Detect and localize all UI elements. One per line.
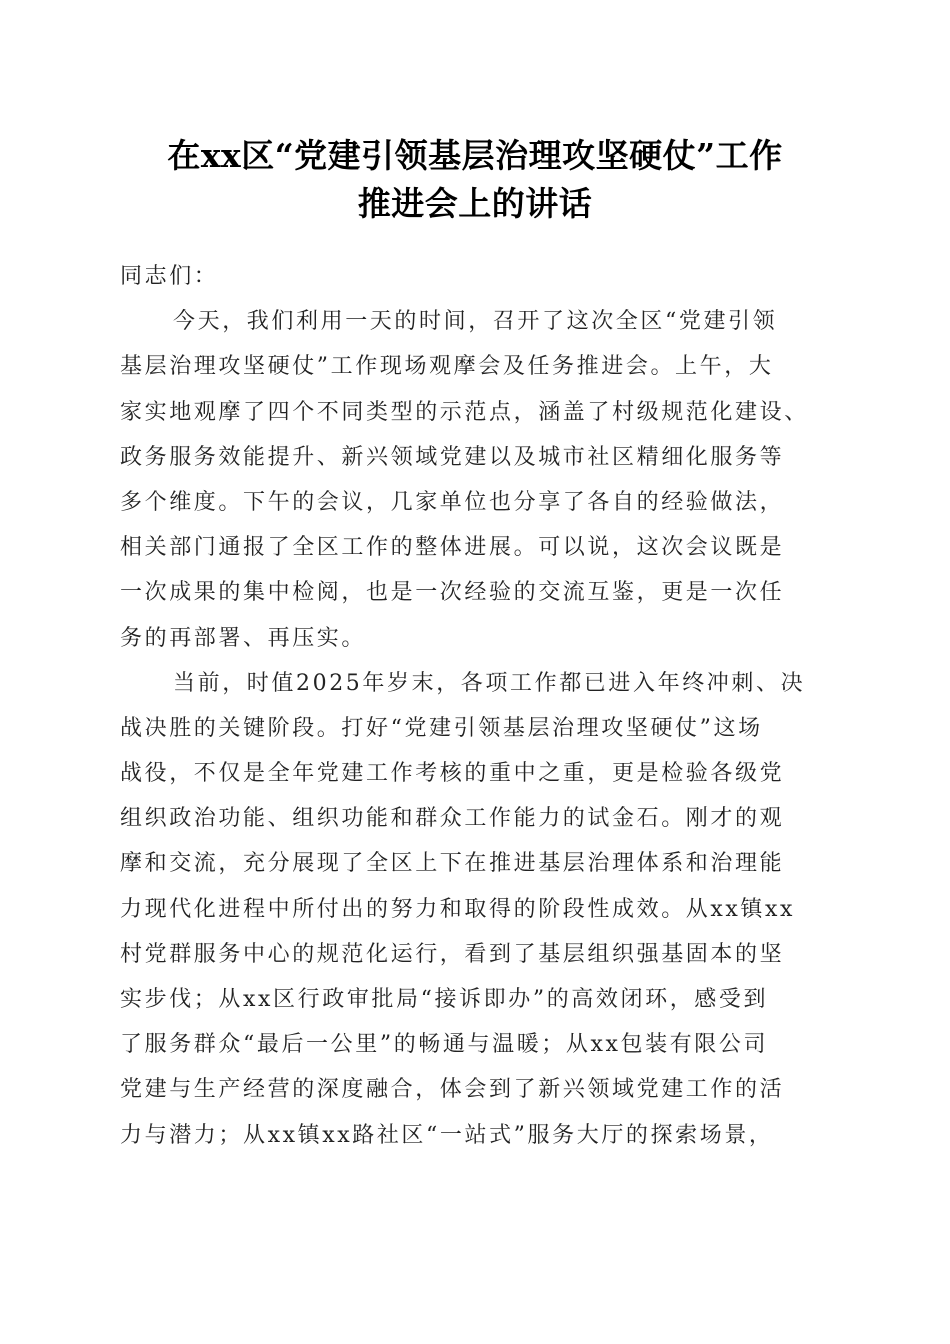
title-line-1: 在xx区“党建引领基层治理攻坚硬仗”工作 <box>167 136 783 175</box>
paragraph-line: 摩和交流，充分展现了全区上下在推进基层治理体系和治理能 <box>120 851 785 877</box>
paragraph-line: 村党群服务中心的规范化运行，看到了基层组织强基固本的坚 <box>120 941 785 967</box>
paragraph-line: 了服务群众“最后一公里”的畅通与温暖；从xx包装有限公司 <box>120 1032 769 1058</box>
paragraph-line: 力与潜力；从xx镇xx路社区“一站式”服务大厅的探索场景， <box>120 1122 774 1148</box>
paragraph-line: 相关部门通报了全区工作的整体进展。可以说，这次会议既是 <box>120 535 785 561</box>
paragraph-line: 今天，我们利用一天的时间，召开了这次全区“党建引领 <box>173 309 778 335</box>
paragraph-line: 当前，时值2025年岁末，各项工作都已进入年终冲刺、决 <box>173 670 806 696</box>
paragraph-line: 家实地观摩了四个不同类型的示范点，涵盖了村级规范化建设、 <box>120 399 809 425</box>
paragraph-2 <box>120 661 832 1158</box>
paragraph-line: 战役，不仅是全年党建工作考核的重中之重，更是检验各级党 <box>120 761 785 787</box>
paragraph-line: 政务服务效能提升、新兴领域党建以及城市社区精细化服务等 <box>120 444 785 470</box>
document-title <box>100 132 850 228</box>
paragraph-line: 多个维度。下午的会议，几家单位也分享了各自的经验做法， <box>120 489 785 515</box>
paragraph-line: 基层治理攻坚硬仗”工作现场观摩会及任务推进会。上午，大 <box>120 354 774 380</box>
title-line-2: 推进会上的讲话 <box>357 184 593 223</box>
paragraph-1 <box>120 299 832 661</box>
paragraph-line: 力现代化进程中所付出的努力和取得的阶段性成效。从xx镇xx <box>120 896 796 922</box>
paragraph-line: 务的再部署、再压实。 <box>120 625 367 651</box>
document-body <box>120 254 832 1158</box>
paragraph-line: 战决胜的关键阶段。打好“党建引领基层治理攻坚硬仗”这场 <box>120 715 763 741</box>
salutation: 同志们： <box>120 264 219 289</box>
paragraph-line: 实步伐；从xx区行政审批局“接诉即办”的高效闭环，感受到 <box>120 987 769 1012</box>
paragraph-line: 组织政治功能、组织功能和群众工作能力的试金石。刚才的观 <box>120 806 785 832</box>
paragraph-line: 党建与生产经营的深度融合，体会到了新兴领域党建工作的活 <box>120 1077 785 1103</box>
paragraph-line: 一次成果的集中检阅，也是一次经验的交流互鉴，更是一次任 <box>120 580 785 606</box>
